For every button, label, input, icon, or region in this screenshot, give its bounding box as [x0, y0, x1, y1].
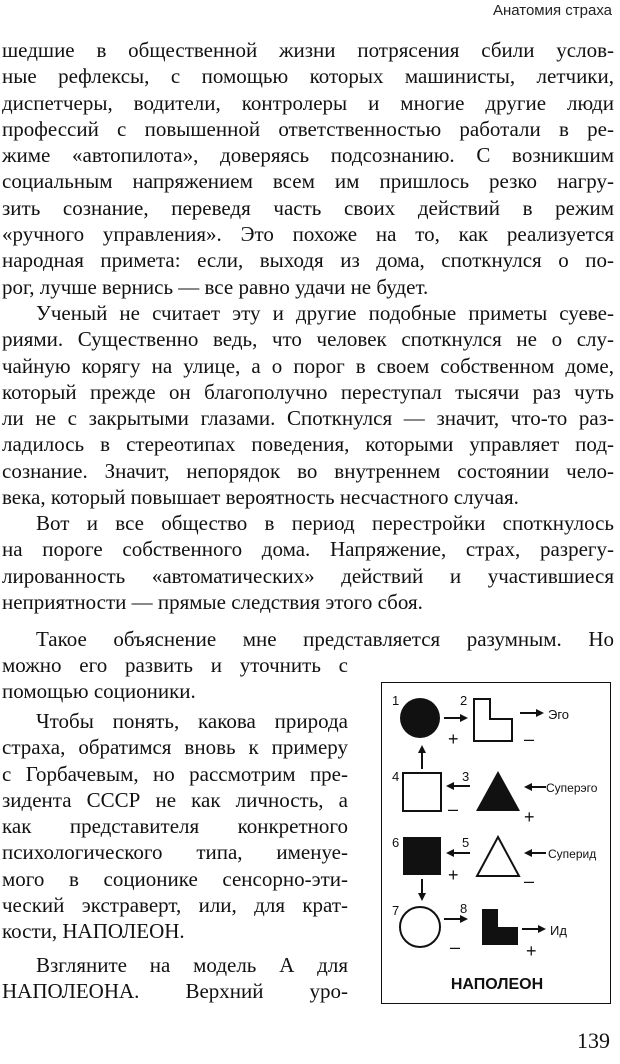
- sign-plus: +: [448, 865, 459, 885]
- paragraph-6: [2, 952, 348, 1005]
- function-number: 6: [392, 835, 400, 850]
- sign-minus: –: [524, 871, 535, 891]
- text-line: Вот и все общество в период перестройки споткнулось: [36, 511, 614, 535]
- text-line: который прежде он благополучно переступал тысячи раз чуть: [2, 379, 614, 404]
- text-line: Такое объяснение мне представляется разумным. Но: [36, 627, 614, 651]
- function-number: 3: [462, 769, 470, 784]
- function-number: 1: [392, 693, 400, 708]
- text-line: Взгляните на модель А для: [36, 953, 348, 977]
- text-line: Чтобы понять, какова природа: [36, 709, 348, 733]
- text-line: рог, лучше вернись — все равно удачи не будет.: [2, 274, 429, 299]
- text-line: века, который повышает вероятность несчастного случая.: [2, 485, 519, 510]
- filled-circle-icon: [400, 698, 440, 738]
- sign-minus: –: [524, 729, 535, 749]
- paragraph-5: [2, 708, 348, 945]
- function-number: 7: [392, 903, 400, 918]
- label-ego: Эго: [548, 707, 570, 722]
- function-number: 4: [392, 769, 400, 784]
- paragraph-1: [2, 37, 614, 300]
- paragraph-2: [2, 300, 614, 510]
- text-line: ладилось в стереотипах поведения, которыми управляет под-: [2, 432, 614, 457]
- text-line: «ручного управления». Это похоже на то, как реализуется: [2, 222, 614, 247]
- function-number: 5: [462, 835, 470, 850]
- text-line: страха, обратимся вновь к примеру: [2, 735, 348, 760]
- sign-minus: –: [448, 799, 459, 819]
- text-line: зить сознание, переведя часть своих действий в режим: [2, 195, 614, 220]
- text-line: ческий экстраверт, или, для крат-: [2, 893, 348, 918]
- text-line: помощью соционики.: [2, 679, 196, 704]
- text-line: можно его развить и уточнить с: [2, 653, 348, 677]
- text-line: кости, НАПОЛЕОН.: [2, 919, 185, 944]
- text-line: риями. Существенно ведь, что человек споткнулся не о слу-: [2, 327, 614, 352]
- text-line: народная примета: если, выходя из дома, споткнулся о по-: [2, 248, 614, 273]
- text-line: чайную корягу на улице, а о порог в своем собственном доме,: [2, 353, 614, 378]
- label-superego: Суперэго: [546, 781, 598, 795]
- sign-plus: +: [448, 729, 459, 749]
- function-number: 8: [460, 901, 468, 916]
- text-line: неприятности — прямые следствия этого сбоя.: [2, 589, 423, 614]
- model-a-diagram: [381, 682, 611, 1004]
- model-a-svg: [382, 683, 612, 1005]
- paragraph-4-continued: [2, 652, 348, 705]
- text-line: сознание. Значит, непорядок во внутреннем состоянии чело-: [2, 458, 614, 483]
- sign-minus: –: [450, 937, 461, 957]
- text-line: мого в соционике сенсорно-эти-: [2, 866, 348, 891]
- paragraph-4: [2, 626, 614, 652]
- paragraph-3: [2, 510, 614, 615]
- text-line: Ученый не считает эту и другие подобные приметы суеве-: [36, 301, 614, 325]
- text-line: социальным напряжением всем им пришлось резко нагру-: [2, 169, 614, 194]
- text-line: НАПОЛЕОНА. Верхний уро-: [2, 979, 348, 1004]
- hollow-circle-icon: [400, 907, 440, 947]
- label-id: Ид: [550, 923, 567, 938]
- function-number: 2: [460, 693, 468, 708]
- text-line: зидента СССР не как личность, а: [2, 787, 348, 812]
- hollow-triangle-icon: [477, 837, 519, 876]
- hollow-l-shape-icon: [474, 699, 512, 741]
- hollow-square-icon: [403, 773, 441, 811]
- filled-triangle-icon: [476, 771, 520, 811]
- text-line: как представителя конкретного: [2, 814, 348, 839]
- text-line: ные рефлексы, с помощью которых машинисты, летчики,: [2, 64, 614, 89]
- page-number: 139: [577, 1028, 610, 1053]
- running-header: Анатомия страха: [492, 2, 612, 19]
- text-line: с Горбачевым, но рассмотрим пре-: [2, 761, 348, 786]
- sign-plus: +: [526, 941, 537, 961]
- text-line: профессий с повышенной ответственностью работали в ре-: [2, 116, 614, 141]
- text-line: на пороге собственного дома. Напряжение, страх, разрегу-: [2, 537, 614, 562]
- text-line: ли не с закрытыми глазами. Споткнулся — значит, что-то раз-: [2, 406, 614, 431]
- filled-square-icon: [403, 837, 441, 875]
- sign-plus: +: [524, 807, 535, 827]
- text-line: диспетчеры, водители, контролеры и многие другие люди: [2, 90, 614, 115]
- diagram-caption: НАПОЛЕОН: [450, 976, 544, 993]
- text-line: жиме «автопилота», доверяясь подсознанию. С возникшим: [2, 143, 614, 168]
- label-superid: Суперид: [548, 847, 597, 861]
- text-line: шедшие в общественной жизни потрясения сбили услов-: [2, 38, 614, 62]
- text-line: лированность «автоматических» действий и участившиеся: [2, 563, 614, 588]
- text-line: психологического типа, именуе-: [2, 840, 348, 865]
- filled-l-shape-icon: [482, 909, 518, 945]
